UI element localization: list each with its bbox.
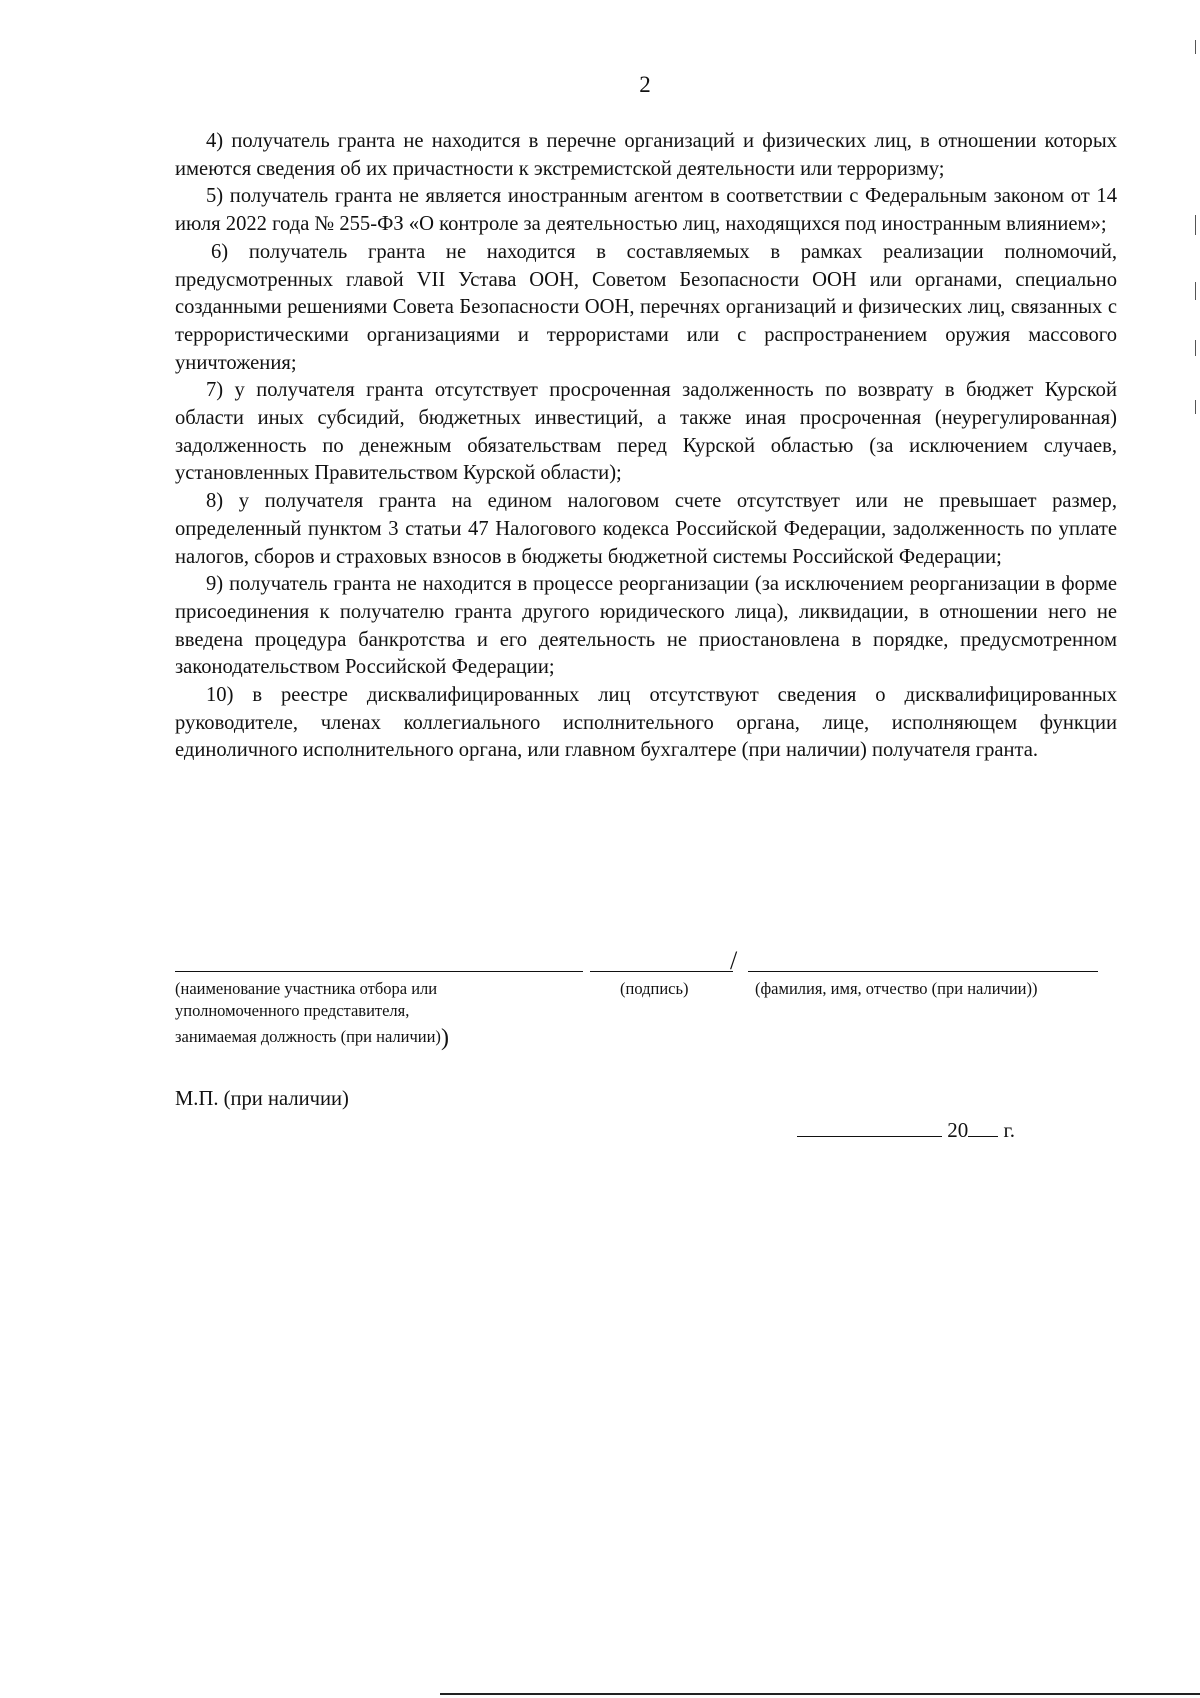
org-name-line [175, 971, 583, 972]
paragraph-item-7: 7) у получателя гранта отсутствует просроченная задолженность по возврату в бюджет Курской области иных субсидий, бюджетных инвестиций, а также иная просроченная (неурегулированная) задолженность по денежным обязательствам перед Курской областью (за исключением случаев, установленных Правительством Курской области); [175, 379, 1117, 485]
org-caption-line1: (наименование участника отбора или [175, 979, 438, 998]
full-name-caption: (фамилия, имя, отчество (при наличии)) [755, 979, 1038, 998]
full-name-line [748, 971, 1098, 972]
date-line [797, 1116, 1015, 1143]
org-caption-line3: занимаемая должность (при наличии) [175, 1027, 441, 1046]
paragraph-item-6: 6) получатель гранта не находится в составляемых в рамках реализации полномочий, предусмотренных главой VII Устава ООН, Советом Безопасности ООН или органами, специально созданными решениями Совета Безопасности ООН, перечнях организаций и физических лиц, связанных с террористическими организациями и террористами или с распространением оружия массового уничтожения; [175, 240, 1117, 374]
org-caption-line3-wrap [175, 1026, 575, 1049]
scan-mark [1195, 340, 1196, 356]
org-caption [175, 978, 575, 1049]
paragraph-item-8: 8) у получателя гранта на едином налоговом счете отсутствует или не превышает размер, определенный пунктом 3 статьи 47 Налогового кодекса Российской Федерации, задолженность по уплате налогов, сборов и страховых взносов в бюджеты бюджетной системы Российской Федерации; [175, 490, 1117, 568]
scan-mark [1195, 400, 1196, 414]
paragraph-item-5: 5) получатель гранта не является иностранным агентом в соответствии с Федеральным законом от 14 июля 2022 года № 255-ФЗ «О контроле за деятельностью лиц, находящихся под иностранным влиянием»; [175, 185, 1117, 236]
scan-bottom-edge [440, 1693, 1200, 1695]
page-number: 2 [639, 72, 651, 97]
scan-mark [1195, 282, 1196, 300]
year-suffix: г. [1003, 1118, 1015, 1142]
signature-caption: (подпись) [620, 979, 689, 998]
paragraph-item-10: 10) в реестре дисквалифицированных лиц отсутствуют сведения о дисквалифицированных руководителе, членах коллегиального исполнительного органа, лице, исполняющем функции единоличного исполнительного органа, или главном бухгалтере (при наличии) получателя гранта. [175, 684, 1117, 762]
org-caption-close: ) [440, 1025, 449, 1051]
org-caption-line2: уполномоченного представителя, [175, 1001, 410, 1020]
paragraph-item-9: 9) получатель гранта не находится в процессе реорганизации (за исключением реорганизации в форме присоединения к получателю гранта другого юридического лица), ликвидации, в отношении него не введена процедура банкротства и его деятельность не приостановлена в порядке, предусмотренном законодательством Российской Федерации; [175, 573, 1117, 679]
paragraph-item-4: 4) получатель гранта не находится в перечне организаций и физических лиц, в отношении которых имеются сведения об их причастности к экстремистской деятельности или терроризму; [175, 130, 1117, 180]
document-body [175, 128, 1117, 765]
scan-mark [1195, 40, 1196, 54]
year-blank [968, 1116, 998, 1137]
signature-separator: / [730, 946, 738, 975]
scan-mark [1195, 215, 1196, 235]
seal-label: М.П. (при наличии) [175, 1088, 349, 1110]
date-blank [797, 1116, 942, 1137]
signature-block [175, 948, 1125, 1058]
year-prefix: 20 [947, 1118, 969, 1142]
signature-line [590, 971, 733, 972]
